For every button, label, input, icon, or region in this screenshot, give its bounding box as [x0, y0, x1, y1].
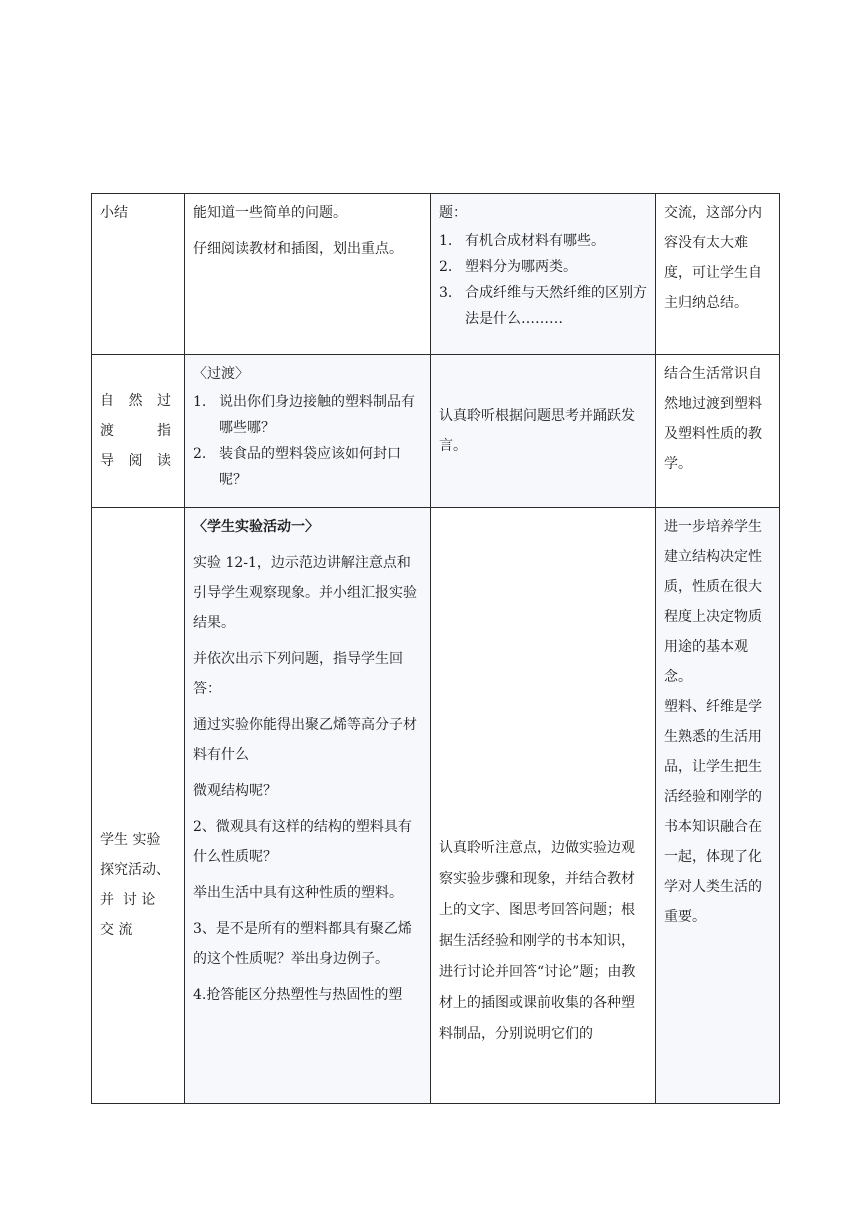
stage-cell: 学生 实验 探究活动、 并 讨 论 交 流: [92, 508, 185, 1104]
teacher-activity-cell: 能知道一些简单的问题。 仔细阅读教材和插图，划出重点。: [185, 194, 431, 355]
list-item: 1. 有机合成材料有哪些。: [439, 233, 605, 249]
list-item: 3. 合成纤维与天然纤维的区别方法是什么………: [439, 285, 647, 327]
stage-cell: 自 然 过 渡 指 导 阅 读: [92, 355, 185, 508]
lesson-plan-table: [91, 193, 780, 1104]
table-row: [92, 508, 780, 1104]
stage-cell: 小结: [92, 194, 185, 355]
student-activity-cell: 认真聆听根据问题思考并踊跃发言。: [431, 355, 656, 508]
teacher-activity-cell: 〈过渡〉 1. 说出你们身边接触的塑料制品有哪些哪？ 2. 装食品的塑料袋应该如何封口呢？: [185, 355, 431, 508]
table-row: [92, 355, 780, 508]
list-item: 1. 说出你们身边接触的塑料制品有哪些哪？: [193, 394, 415, 436]
teacher-activity-cell: 〈学生实验活动一〉 实验 12-1，边示范边讲解注意点和引导学生观察现象。并小组汇报实验结果。 并依次出示下列问题，指导学生回答： 通过实验你能得出聚乙烯等高分子材料有什么 微观结构呢？ 2、微观具有这样的结构的塑料具有什么性质呢？ 举出生活中具有这种性质的塑料。 3、是不是所有的塑料都具有聚乙烯的这个性质呢？举出身边例子。 4.抢答能区分热塑性与热固性的塑: [185, 508, 431, 1104]
student-activity-cell: 认真聆听注意点，边做实验边观察实验步骤和现象，并结合教材上的文字、图思考回答问题；根据生活经验和刚学的书本知识，进行讨论并回答“讨论”题；由教材上的插图或课前收集的各种塑料制品，分别说明它们的: [431, 508, 656, 1104]
student-activity-cell: 题： 1. 有机合成材料有哪些。 2. 塑料分为哪两类。 3. 合成纤维与天然纤维的区别方法是什么………: [431, 194, 656, 355]
table-row: [92, 194, 780, 355]
list-item: 2. 塑料分为哪两类。: [439, 259, 577, 275]
design-intent-cell: 交流，这部分内容没有太大难度，可让学生自主归纳总结。: [656, 194, 780, 355]
question-list: [193, 389, 423, 493]
design-intent-cell: 进一步培养学生建立结构决定性质，性质在很大程度上决定物质用途的基本观念。 塑料、纤维是学生熟悉的生活用品，让学生把生活经验和刚学的书本知识融合在一起，体现了化学对人类生活的重要。: [656, 508, 780, 1104]
design-intent-cell: 结合生活常识自然地过渡到塑料及塑料性质的教学。: [656, 355, 780, 508]
question-list: [439, 228, 648, 332]
list-item: 2. 装食品的塑料袋应该如何封口呢？: [193, 446, 401, 488]
